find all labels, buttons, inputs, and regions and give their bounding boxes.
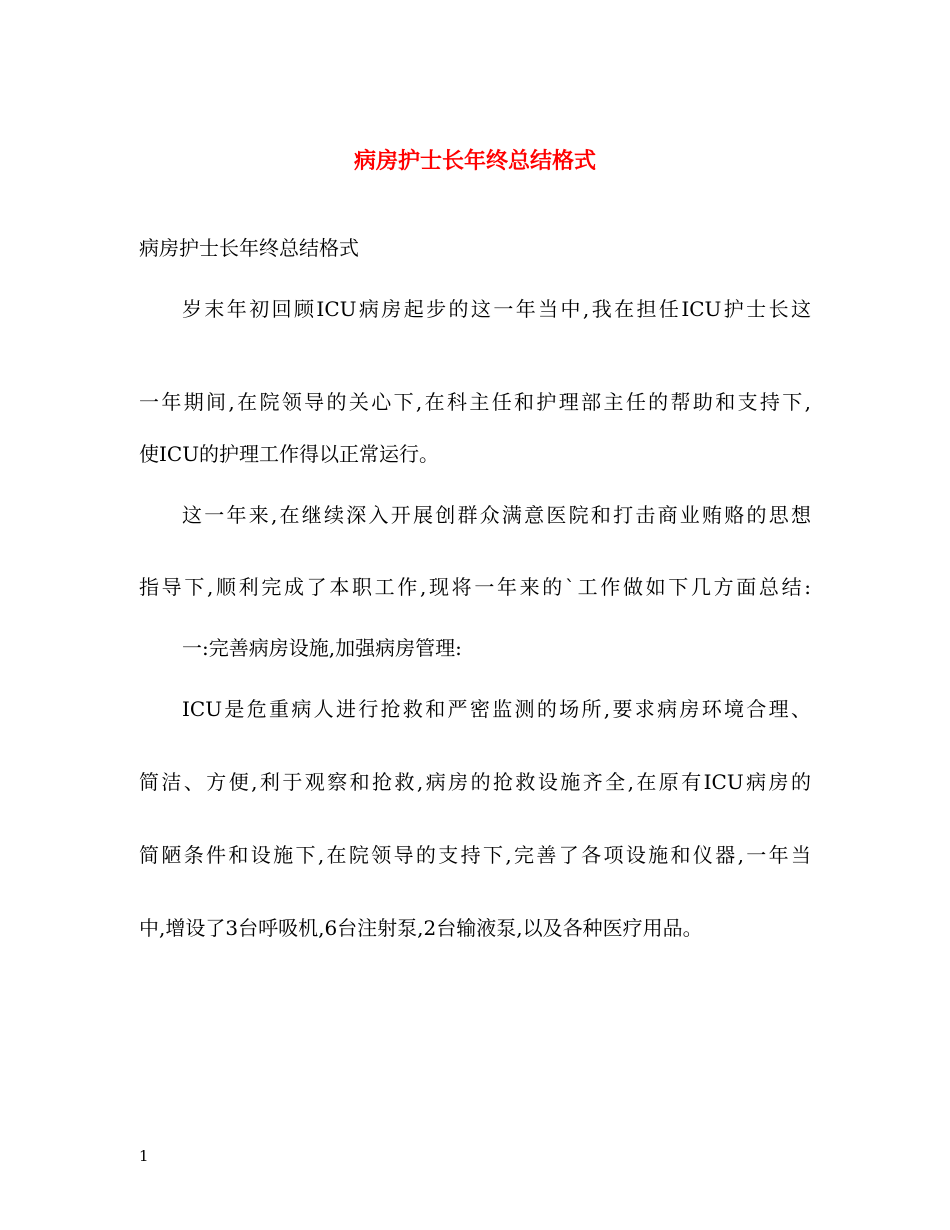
paragraph-line: 简陋条件和设施下,在院领导的支持下,完善了各项设施和仪器,一年当 (139, 843, 811, 867)
paragraph-line: 这一年来,在继续深入开展创群众满意医院和打击商业贿赂的思想 (182, 503, 811, 527)
paragraph-line: 简洁、方便,利于观察和抢救,病房的抢救设施齐全,在原有ICU病房的 (139, 770, 811, 794)
section-heading: 一:完善病房设施,加强病房管理: (182, 636, 462, 660)
page-number: 1 (139, 1147, 149, 1165)
paragraph-line: 指导下,顺利完成了本职工作,现将一年来的`工作做如下几方面总结: (139, 575, 811, 599)
document-subtitle: 病房护士长年终总结格式 (139, 236, 359, 260)
paragraph-line: ICU是危重病人进行抢救和严密监测的场所,要求病房环境合理、 (182, 697, 811, 721)
document-title: 病房护士长年终总结格式 (353, 148, 596, 174)
paragraph-line: 一年期间,在院领导的关心下,在科主任和护理部主任的帮助和支持下, (139, 390, 811, 414)
paragraph-line: 岁末年初回顾ICU病房起步的这一年当中,我在担任ICU护士长这 (182, 297, 811, 321)
paragraph-line: 使ICU的护理工作得以正常运行。 (139, 442, 440, 466)
paragraph-line: 中,增设了3台呼吸机,6台注射泵,2台输液泵,以及各种医疗用品。 (139, 916, 703, 940)
